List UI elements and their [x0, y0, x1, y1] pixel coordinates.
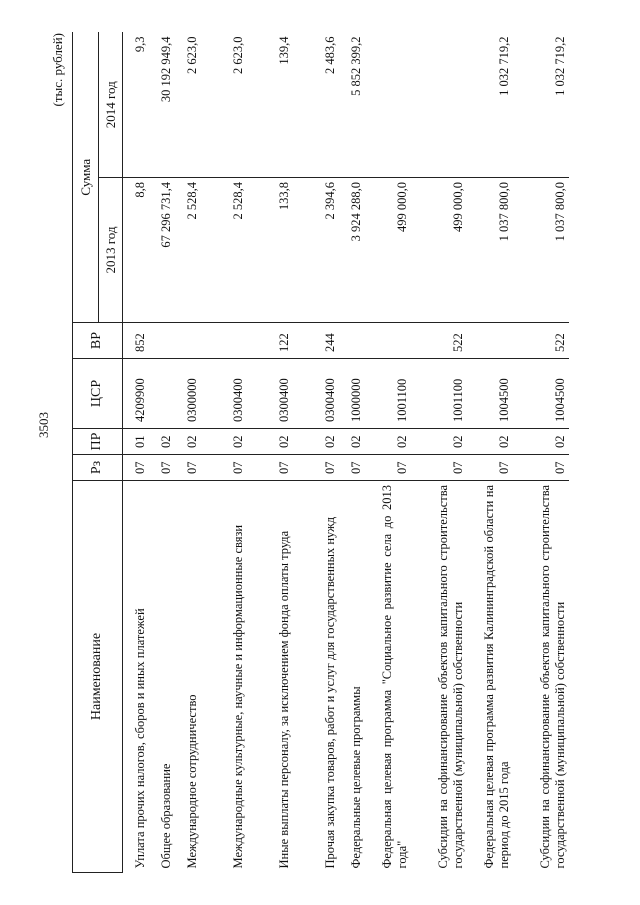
- row-2013: 1 037 800,0: [467, 178, 513, 323]
- row-2013: 2 528,4: [201, 178, 247, 323]
- row-2013: 3 924 288,0: [339, 178, 365, 323]
- row-rz: 07: [247, 455, 293, 481]
- row-2014: 1 032 719,2: [552, 36, 567, 96]
- row-name: Субсидии на софинансирование объектов капитального строительства государственной (муниципальной) собственности: [513, 481, 569, 873]
- row-name: Международные культурные, научные и информационные связи: [201, 481, 247, 873]
- header-pr: ПР: [73, 429, 123, 455]
- header-sum: Сумма: [73, 33, 99, 323]
- row-pr: 02: [513, 429, 569, 455]
- row-2013: 2 528,4: [175, 178, 201, 323]
- row-2013: 499 000,0: [411, 178, 467, 323]
- row-csr: 1004500: [513, 359, 569, 429]
- table-row: [201, 33, 247, 873]
- row-2014: 30 192 949,4: [158, 36, 173, 103]
- table-row: [123, 33, 149, 873]
- table-row: [175, 33, 201, 873]
- row-name: Уплата прочих налогов, сборов и иных платежей: [123, 481, 149, 873]
- row-2013: 2 394,6: [293, 178, 339, 323]
- table-row: [365, 33, 411, 873]
- row-csr: 0300000: [175, 359, 201, 429]
- row-rz: 07: [175, 455, 201, 481]
- row-vr: [149, 323, 175, 359]
- row-name: Федеральная целевая программа развития Калининградской области на период до 2015 года: [467, 481, 513, 873]
- row-2014: 1 032 719,2: [496, 36, 511, 96]
- row-name: Иные выплаты персоналу, за исключением фонда оплаты труда: [247, 481, 293, 873]
- row-rz: 07: [513, 455, 569, 481]
- table-row: [293, 33, 339, 873]
- table-row: [247, 33, 293, 873]
- row-pr: 02: [149, 429, 175, 455]
- table-row: [411, 33, 467, 873]
- table-row: [467, 33, 513, 873]
- row-2013: 8,8: [123, 178, 149, 323]
- row-2013: 499 000,0: [365, 178, 411, 323]
- row-csr: 4209900: [123, 359, 149, 429]
- row-name: Общее образование: [149, 481, 175, 873]
- rotated-page-content: [48, 33, 608, 873]
- header-rz: Рз: [73, 455, 123, 481]
- header-name: Наименование: [73, 481, 123, 873]
- row-vr: 522: [513, 323, 569, 359]
- row-name: Федеральная целевая программа "Социальное развитие села до 2013 года": [365, 481, 411, 873]
- row-rz: 07: [467, 455, 513, 481]
- row-vr: 852: [123, 323, 149, 359]
- row-pr: 02: [467, 429, 513, 455]
- row-2013: 1 037 800,0: [513, 178, 569, 323]
- row-2013: 133,8: [247, 178, 293, 323]
- row-2014: [411, 33, 467, 178]
- row-pr: 02: [339, 429, 365, 455]
- row-2014: 2 623,0: [230, 36, 245, 74]
- row-rz: 07: [365, 455, 411, 481]
- row-vr: [339, 323, 365, 359]
- row-name: Федеральные целевые программы: [339, 481, 365, 873]
- table-row: [339, 33, 365, 873]
- units-label: (тыс. рублей): [50, 33, 65, 107]
- table-row: [149, 33, 175, 873]
- row-vr: [201, 323, 247, 359]
- row-rz: 07: [149, 455, 175, 481]
- row-csr: 0300400: [201, 359, 247, 429]
- table-body: [123, 33, 569, 873]
- header-csr: ЦСР: [73, 359, 123, 429]
- row-vr: [467, 323, 513, 359]
- row-csr: 1004500: [467, 359, 513, 429]
- row-vr: [365, 323, 411, 359]
- row-2014: 2 483,6: [322, 36, 337, 74]
- row-pr: 02: [411, 429, 467, 455]
- row-rz: 07: [339, 455, 365, 481]
- row-pr: 02: [201, 429, 247, 455]
- table-header: [73, 33, 123, 873]
- row-rz: 07: [201, 455, 247, 481]
- row-pr: 02: [247, 429, 293, 455]
- row-csr: 0300400: [293, 359, 339, 429]
- row-2014: 5 852 399,2: [348, 36, 363, 96]
- budget-table: [72, 33, 569, 874]
- row-csr: 1000000: [339, 359, 365, 429]
- row-vr: [175, 323, 201, 359]
- row-csr: 1001100: [365, 359, 411, 429]
- row-name: Прочая закупка товаров, работ и услуг для государственных нужд: [293, 481, 339, 873]
- row-rz: 07: [123, 455, 149, 481]
- row-2014: [365, 33, 411, 178]
- row-2014: 9,3: [132, 36, 147, 53]
- row-pr: 02: [365, 429, 411, 455]
- table-row: [513, 33, 569, 873]
- row-vr: 122: [247, 323, 293, 359]
- row-name: Международное сотрудничество: [175, 481, 201, 873]
- page-number: 3503: [36, 412, 51, 438]
- row-2013: 67 296 731,4: [149, 178, 175, 323]
- row-name: Субсидии на софинансирование объектов капитального строительства государственной (муниципальной) собственности: [411, 481, 467, 873]
- row-csr: 0300400: [247, 359, 293, 429]
- row-rz: 07: [293, 455, 339, 481]
- row-pr: 02: [293, 429, 339, 455]
- row-csr: [149, 359, 175, 429]
- row-pr: 02: [175, 429, 201, 455]
- row-2014: 2 623,0: [184, 36, 199, 74]
- header-2014: 2014 год: [99, 33, 123, 178]
- row-csr: 1001100: [411, 359, 467, 429]
- row-pr: 01: [123, 429, 149, 455]
- row-2014: 139,4: [276, 36, 291, 65]
- header-2013: 2013 год: [99, 178, 123, 323]
- header-vr: ВР: [73, 323, 123, 359]
- row-vr: 522: [411, 323, 467, 359]
- row-rz: 07: [411, 455, 467, 481]
- row-vr: 244: [293, 323, 339, 359]
